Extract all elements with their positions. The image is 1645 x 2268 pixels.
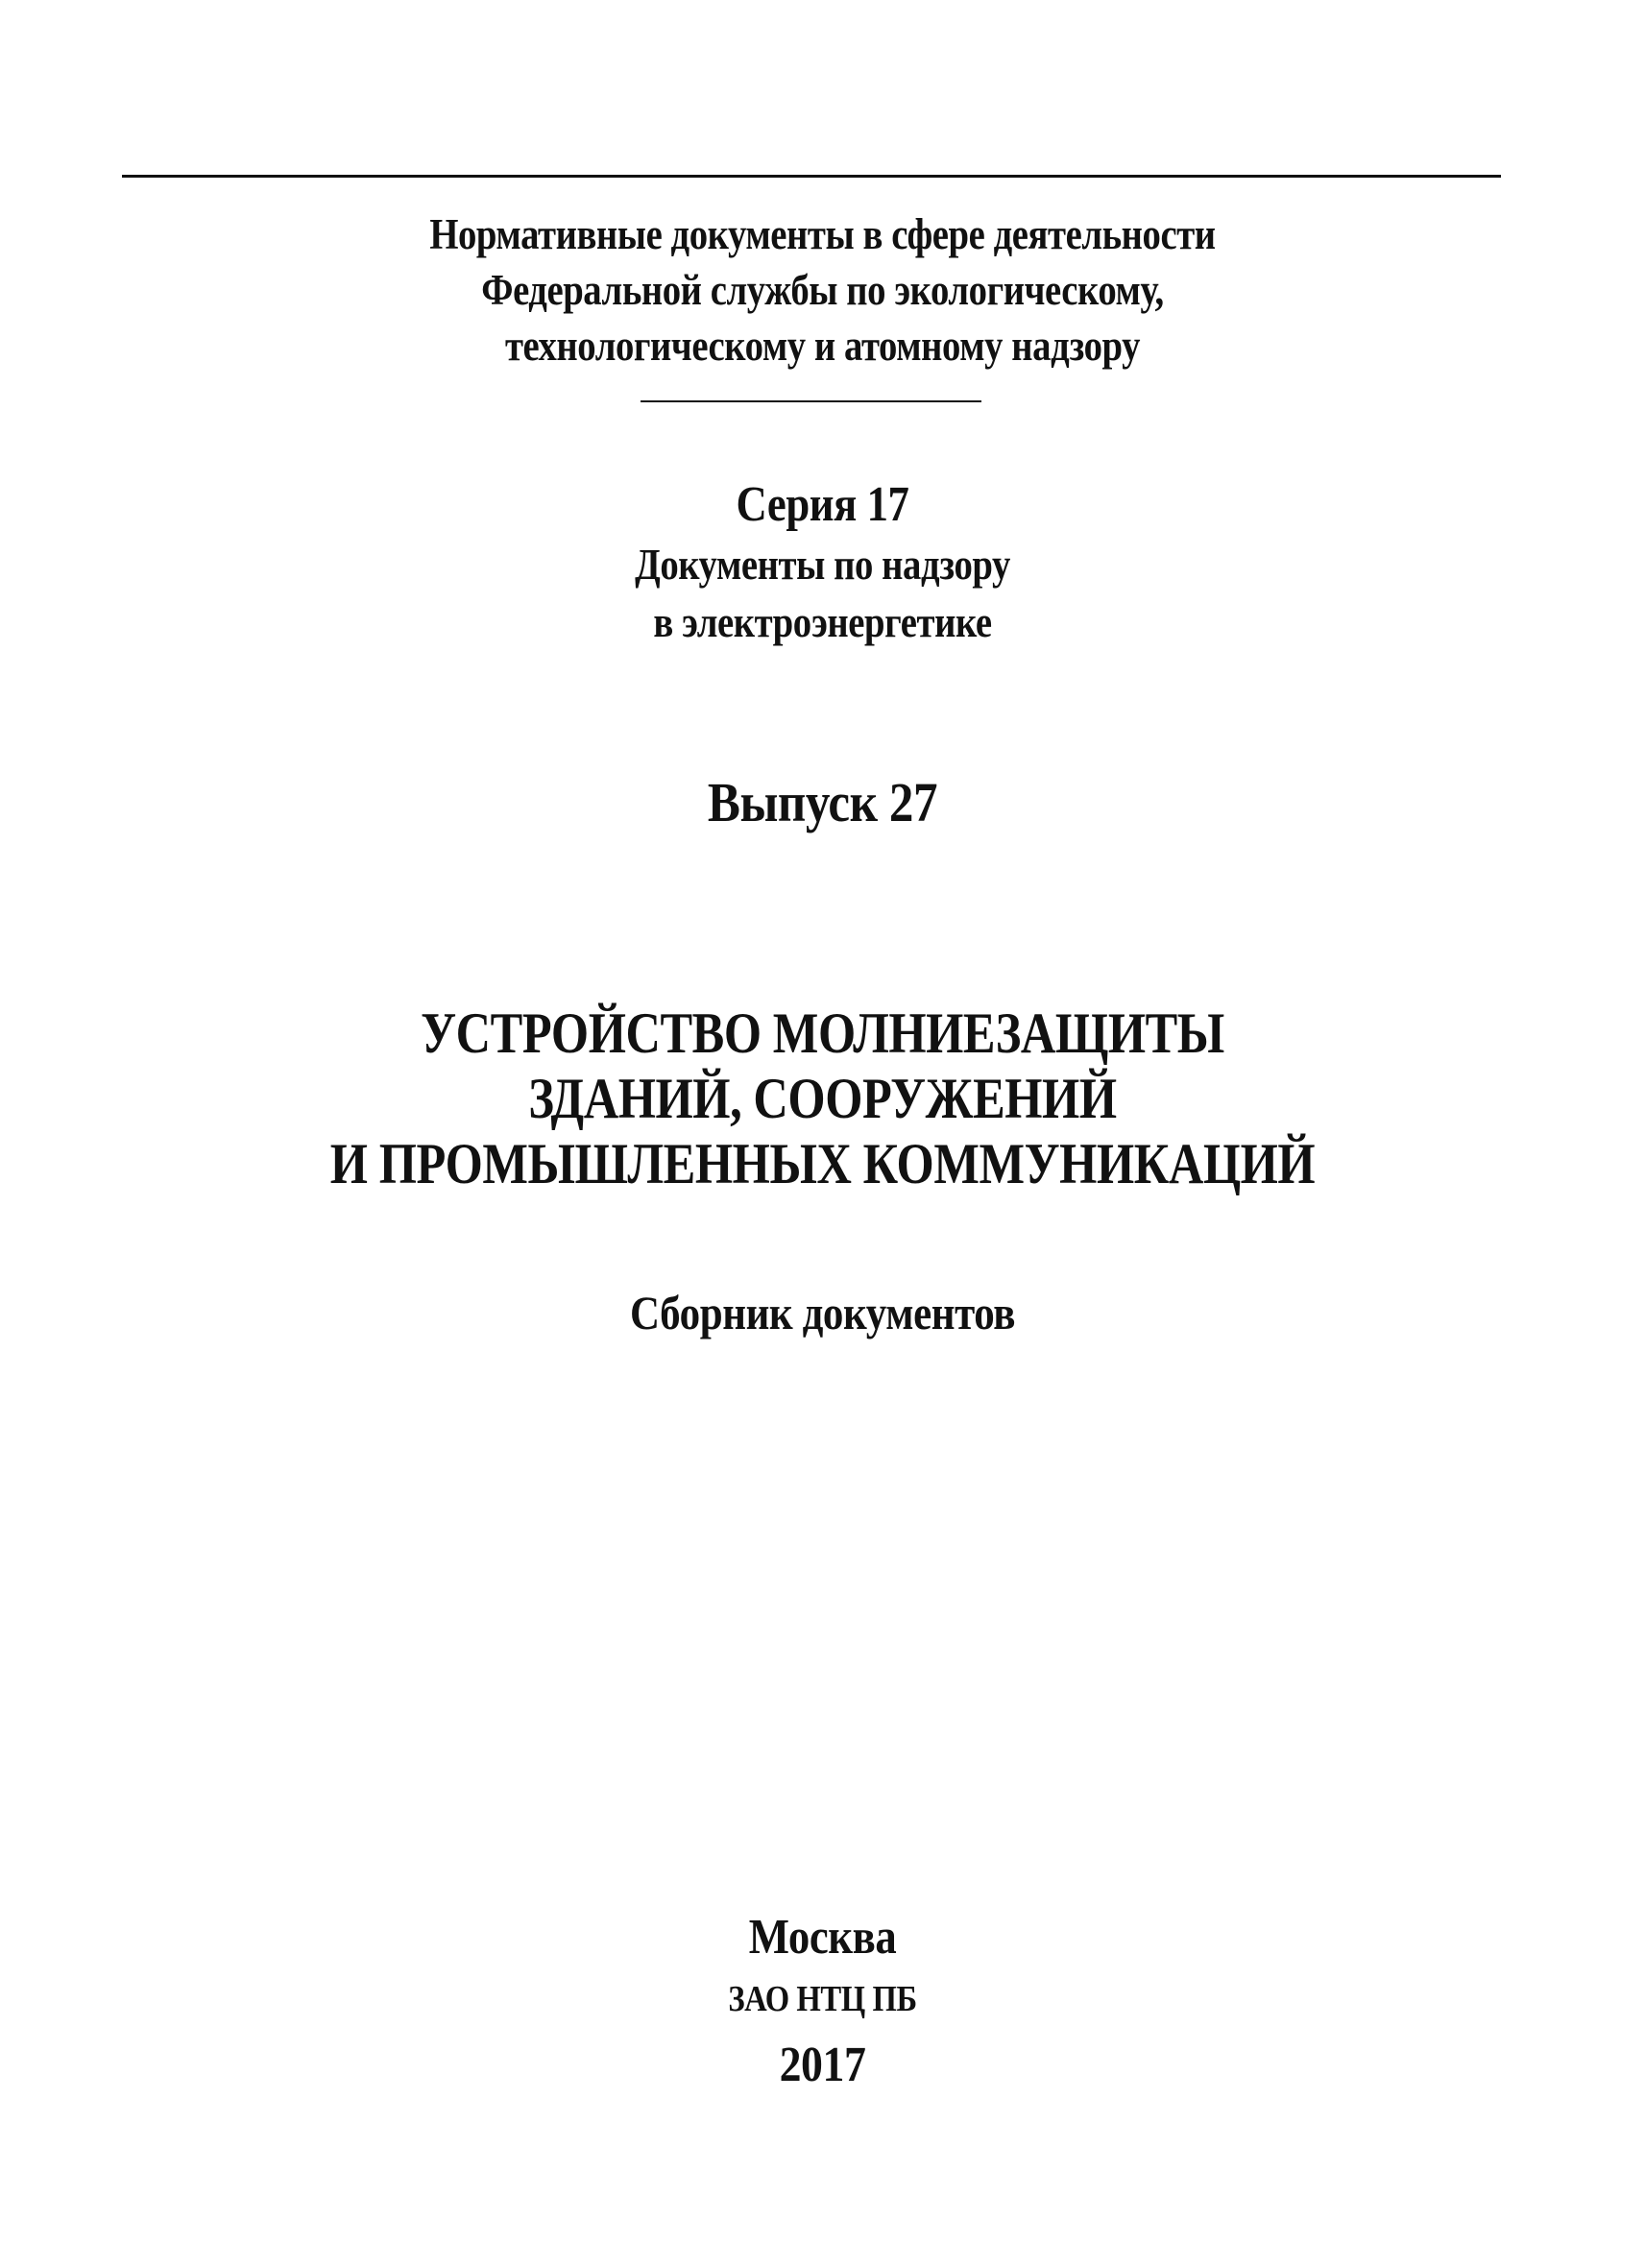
subtitle-text: Сборник документов: [630, 1286, 1015, 1339]
header-line: Нормативные документы в сфере деятельности: [429, 210, 1216, 258]
top-rule: [122, 175, 1501, 178]
imprint-city: Москва: [748, 1910, 897, 1965]
title-line: И ПРОМЫШЛЕННЫХ КОММУНИКАЦИЙ: [329, 1132, 1316, 1195]
title-line: ЗДАНИЙ, СООРУЖЕНИЙ: [528, 1067, 1117, 1130]
series-block: [0, 474, 1645, 651]
series-subtitle-line: Документы по надзору: [635, 541, 1010, 589]
header-line: технологическому и атомному надзору: [504, 322, 1141, 370]
imprint-publisher: ЗАО НТЦ ПБ: [728, 1979, 917, 2019]
publisher-series-header: [0, 206, 1645, 374]
imprint-year: 2017: [779, 2038, 866, 2092]
series-title: Серия 17: [736, 477, 909, 532]
imprint-block: [0, 1906, 1645, 2102]
document-subtitle: [0, 1283, 1645, 1342]
header-line: Федеральной службы по экологическому,: [481, 266, 1164, 314]
header-divider: [641, 400, 981, 402]
document-title: [0, 1001, 1645, 1196]
issue-block: [0, 768, 1645, 837]
issue-label: Выпуск 27: [707, 771, 938, 833]
series-subtitle-line: в электроэнергетике: [653, 598, 992, 646]
title-line: УСТРОЙСТВО МОЛНИЕЗАЩИТЫ: [421, 1001, 1224, 1065]
